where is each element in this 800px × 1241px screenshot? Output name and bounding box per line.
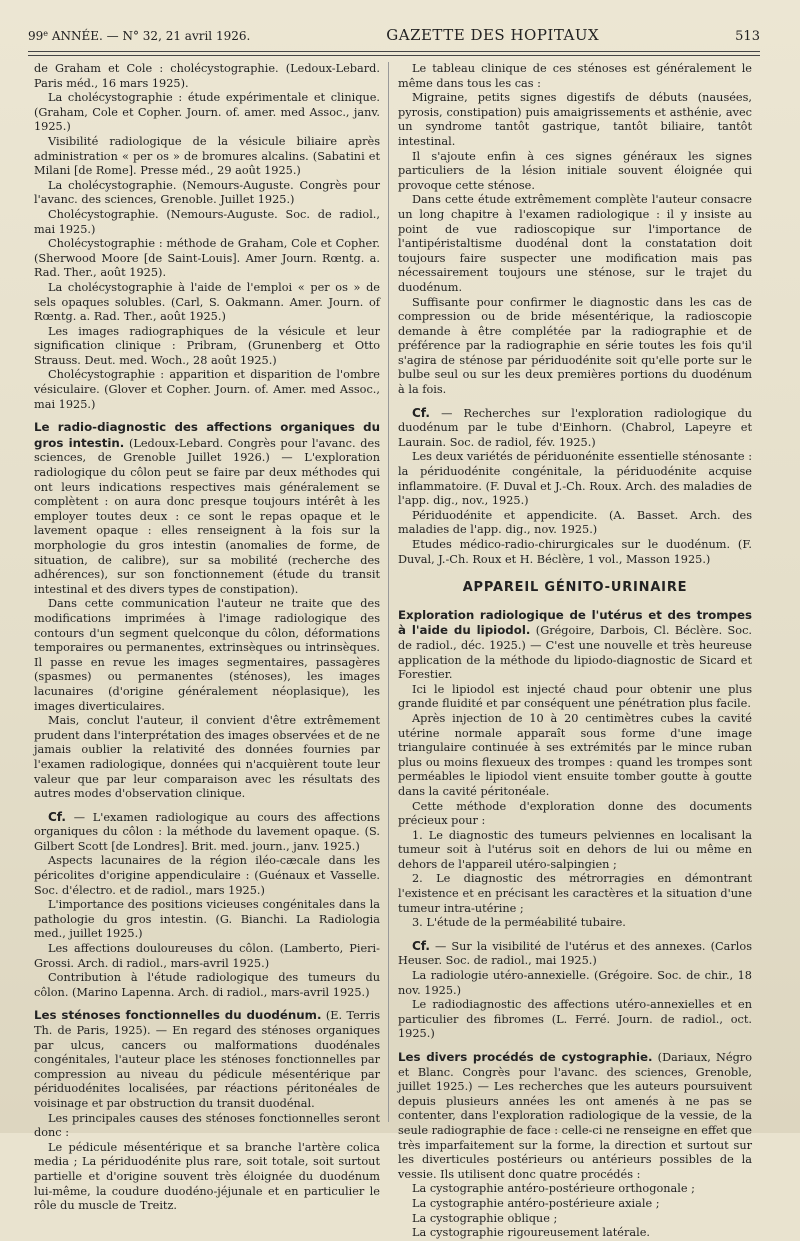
article-paragraph: Après injection de 10 à 20 centimètres cubes la cavité utérine normale apparaît sous forme d'une image triangulaire continuée à ses extrémités par le mince ruban plus ou moins flexueux des trompes : quand les trompes sont perméables le lipiodol vient ensuite tomber goutte à goutte dans la cavité péritonéale. <box>398 711 752 798</box>
article-paragraph: Suffisante pour confirmer le diagnostic dans les cas de compression ou de bride mésentérique, la radioscopie demande à être complétée par la radiographie et de préférence par la radiographie en série toutes les fois qu'il s'agira de sténose par périduodénite soit qu'elle porte sur le bulbe seul ou sur les deux premières portions du duodénum à la fois. <box>398 295 752 397</box>
reference-entry: Les images radiographiques de la vésicule et leur signification clinique : Pribram, (Grunenberg et Otto Strauss. Deut. med. Woch., 28 août 1925.) <box>34 324 380 367</box>
header-volume: 99 <box>28 29 44 43</box>
article-title: Le radio-diagnostic des affections organiques du gros intestin. <box>34 420 380 450</box>
list-item: 2. Le diagnostic des métrorragies en démontrant l'existence et en précisant les caractères et la situation d'une tumeur intra-utérine ; <box>398 872 752 915</box>
reference-entry: Visibilité radiologique de la vésicule biliaire après administration « per os » de bromures alcalins. (Sabatini et Milani [de Rome]. Presse méd., 29 août 1925.) <box>34 134 380 178</box>
reference-entry: La radiologie utéro-annexielle. (Grégoire. Soc. de chir., 18 nov. 1925.) <box>398 969 752 997</box>
article-lipiodol <box>398 608 752 683</box>
reference-entry: Périduodénite et appendicite. (A. Basset. Arch. des maladies de l'app. dig., nov. 1925.) <box>398 508 752 537</box>
list-item: 1. Le diagnostic des tumeurs pelviennes en localisant la tumeur soit à l'utérus soit en dehors de lui ou même en dehors de l'appareil utéro-salpingien ; <box>398 828 752 871</box>
reference-entry: La cholécystographie à l'aide de l'emploi « per os » de sels opaques solubles. (Carl, S. Oakmann. Amer. Journ. of Rœntg. a. Rad. Ther., août 1925.) <box>34 280 380 324</box>
reference-entry: de Graham et Cole : cholécystographie. (Ledoux-Lebard. Paris méd., 16 mars 1925). <box>34 62 380 90</box>
left-column <box>34 62 380 1214</box>
cf-block <box>398 406 752 451</box>
reference-entry: Le radiodiagnostic des affections utéro-annexielles et en particulier des fibromes (L. Ferré. Journ. de radiol., oct. 1925.) <box>398 998 752 1041</box>
header-issue <box>28 29 250 43</box>
article-paragraph: Dans cette communication l'auteur ne traite que des modifications imprimées à l'image radiologique des contours d'un segment quelconque du côlon, déformations temporaires ou permanentes, extrinsèques ou intrinsèques. Il passe en revue les images segmentaires, passagères (spasmes) ou permanentes (sténoses), les images lacunaires (d'origine généralement néoplasique), les images diverticulaires. <box>34 597 380 713</box>
article-paragraph: Les principales causes des sténoses fonctionnelles seront donc : <box>34 1111 380 1140</box>
header-volume-sup: e <box>43 29 49 38</box>
cf-text: — Recherches sur l'exploration radiologique du duodénum par le tube d'Einhorn. (Chabrol, Lapeyre et Laurain. Soc. de radiol, fév. 1925.) <box>398 406 753 449</box>
reference-entry: La cholécystographie. (Nemours-Auguste. Congrès pour l'avanc. des sciences, Grenoble. Juillet 1925.) <box>34 178 380 207</box>
journal-title: GAZETTE DES HOPITAUX <box>386 26 600 44</box>
cf-label: Cf. <box>412 405 430 420</box>
reference-entry: La cholécystographie : étude expérimentale et clinique. (Graham, Cole et Copher. Journ. of. amer. med Assoc., janv. 1925.) <box>34 91 380 134</box>
section-title: APPAREIL GÉNITO-URINAIRE <box>462 580 688 596</box>
reference-entry: Cholécystographie. (Nemours-Auguste. Soc. de radiol., mai 1925.) <box>34 207 380 236</box>
article-title: Les divers procédés de cystographie. <box>398 1050 653 1064</box>
article-paragraph: Cette méthode d'exploration donne des documents précieux pour : <box>398 799 752 828</box>
article-title: Exploration radiologique de l'utérus et des trompes à l'aide du lipiodol. <box>398 607 752 638</box>
article-cystographie <box>398 1050 752 1182</box>
reference-entry: Contribution à l'étude radiologique des tumeurs du côlon. (Marino Lapenna. Arch. di radiol., mars-avril 1925.) <box>34 971 380 999</box>
reference-entry: Aspects lacunaires de la région iléo-cæcale dans les péricolites d'origine appendiculaire : (Guénaux et Vasselle. Soc. d'électro. et de radiol., mars 1925.) <box>34 854 380 897</box>
article-title: Les sténoses fonctionnelles du duodénum. <box>34 1008 322 1023</box>
reference-entry: L'importance des positions vicieuses congénitales dans la pathologie du gros intestin. (G. Bianchi. La Radiologia med., juillet 1925.) <box>34 898 380 941</box>
article-reference: (Grégoire, Darbois, Cl. Béclère. Soc. de radiol., déc. 1925.) <box>398 624 753 652</box>
article-paragraph: Le tableau clinique de ces sténoses est généralement le même dans tous les cas : <box>398 62 752 90</box>
article-paragraph: Dans cette étude extrêmement complète l'auteur consacre un long chapitre à l'examen radiologique : il y insiste au point de vue radioscopique sur l'importance de l'antipéristaltisme duodénal dont la constatation doit toujours faire suspecter une modification mais pas nécessairement toujours une sténose, sur le trajet du duodénum. <box>398 193 752 294</box>
column-divider <box>388 62 389 1122</box>
article-reference: (Ledoux-Lebard. Congrès pour l'avanc. des sciences, de Grenoble Juillet 1926.) <box>34 436 380 465</box>
reference-entry: Cholécystographie : apparition et disparition de l'ombre vésiculaire. (Glover et Copher. Journ. of. Amer. med Assoc., mai 1925.) <box>34 368 380 411</box>
list-item: La cystographie oblique ; <box>412 1211 558 1225</box>
article-reference: (E. Terris Th. de Paris, 1925). <box>34 1009 381 1037</box>
cf-text: — Sur la visibilité de l'utérus et des annexes. (Carlos Heuser. Soc. de radiol., mai 1925.) <box>398 939 752 968</box>
list-item: La cystographie rigoureusement latérale. <box>412 1226 651 1240</box>
article-paragraph: Le pédicule mésentérique et sa branche l'artère colica media ; La périduodénite plus rare, soit totale, soit surtout partielle et d'origine souvent très éloignée du duodénum lui-même, la coudure duodéno-jéjunale et en particulier le rôle du muscle de Treitz. <box>34 1140 380 1213</box>
right-column <box>398 62 752 1241</box>
reference-entry: Cholécystographie : méthode de Graham, Cole et Copher. (Sherwood Moore [de Saint-Louis]. Amer Journ. Rœntg. a. Rad. Ther., août 1925). <box>34 237 380 280</box>
article-paragraph: Migraine, petits signes digestifs de débuts (nausées, pyrosis, constipation) puis amaigrissements et asthénie, avec un syndrome tantôt gastrique, tantôt biliaire, tantôt intestinal. <box>398 91 752 148</box>
cf-label: Cf. <box>412 938 430 953</box>
article-paragraph: Il s'ajoute enfin à ces signes généraux les signes particuliers de la lésion initiale souvent éloignée qui provoque cette sténose. <box>398 149 752 192</box>
article-paragraph: Mais, conclut l'auteur, il convient d'être extrêmement prudent dans l'interprétation des images observées et de ne jamais oublier la relativité des données fournies par l'examen radiologique, données qui n'acquièrent toute leur valeur que par leur comparaison avec les résultats des autres modes d'observation clinique. <box>34 714 380 801</box>
article-text: — L'exploration radiologique du côlon peut se faire par deux méthodes qui ont leurs indications respectives mais généralement se complètent : on aura donc presque toujours intérêt à les employer toutes deux : ce sont le repas opaque et le lavement opaque : elles renseignent à la fois sur la morphologie du gros intestin (anomalies de forme, de situation, de calibre), sur sa mobilité (recherche des adhérences), sur son fonctionnement (étude du transit intestinal et des divers types de constipation). <box>34 451 380 596</box>
list-item: 3. L'étude de la perméabilité tubaire. <box>412 916 626 930</box>
article-text: — Les recherches que les auteurs poursuivent depuis plusieurs années les ont amenés à ne pas se contenter, dans l'exploration radiologique de la vessie, de la seule radiographie de face : celle-ci ne renseigne en effet que très imparfaitement sur la forme, la direction et surtout sur les diverticules postérieurs ou antérieurs possibles de la vessie. Ils utilisent donc quatre procédés : <box>398 1080 752 1181</box>
cf-block <box>34 810 380 855</box>
article-reference: (Dariaux, Négro et Blanc. Congrès pour l'avanc. des sciences, Grenoble, juillet 1925.) <box>398 1051 753 1094</box>
reference-entry: Les affections douloureuses du côlon. (Lamberto, Pieri-Grossi. Arch. di radiol., mars-avril 1925.) <box>34 942 380 970</box>
reference-entry: Les deux variétés de périduonénite essentielle sténosante : la périduodénite congénitale, la périduodénite acquise inflammatoire. (F. Duval et J.-Ch. Roux. Arch. des maladies de l'app. dig., nov., 1925.) <box>398 450 752 508</box>
reference-entry: Etudes médico-radio-chirurgicales sur le duodénum. (F. Duval, J.-Ch. Roux et H. Béclère, 1 vol., Masson 1925.) <box>398 538 752 566</box>
header-rule-double <box>28 55 760 56</box>
page-header <box>28 26 760 48</box>
article-stenoses <box>34 1008 380 1111</box>
header-issue-date: — N° 32, 21 avril 1926. <box>106 29 251 43</box>
list-item: La cystographie antéro-postérieure orthogonale ; <box>412 1182 695 1196</box>
article-radio-diagnostic <box>34 420 380 597</box>
article-text: — En regard des sténoses organiques par ulcus, cancers ou malformations duodénales congénitales, l'auteur place les sténoses fonctionnelles par compression au niveau du pédicule mésentérique par périduodénites localisées, par réactions péritonéales de voisinage et par obstruction du transit duodénal. <box>34 1024 381 1110</box>
list-item: La cystographie antéro-postérieure axiale ; <box>412 1196 660 1210</box>
page-number: 513 <box>735 29 760 44</box>
header-annee: ANNÉE. <box>48 29 103 43</box>
cf-block <box>398 939 752 969</box>
header-rule <box>28 51 760 52</box>
article-paragraph: Ici le lipiodol est injecté chaud pour obtenir une plus grande fluidité et par conséquent une pénétration plus facile. <box>398 682 752 711</box>
article-text: — C'est une nouvelle et très heureuse application de la méthode du lipiodo-diagnostic de Sicard et Forestier. <box>398 638 752 682</box>
cf-label: Cf. <box>48 809 66 824</box>
cf-text: — L'examen radiologique au cours des affections organiques du côlon : la méthode du lavement opaque. (S. Gilbert Scott [de Londres]. Brit. med. journ., janv. 1925.) <box>34 810 380 853</box>
